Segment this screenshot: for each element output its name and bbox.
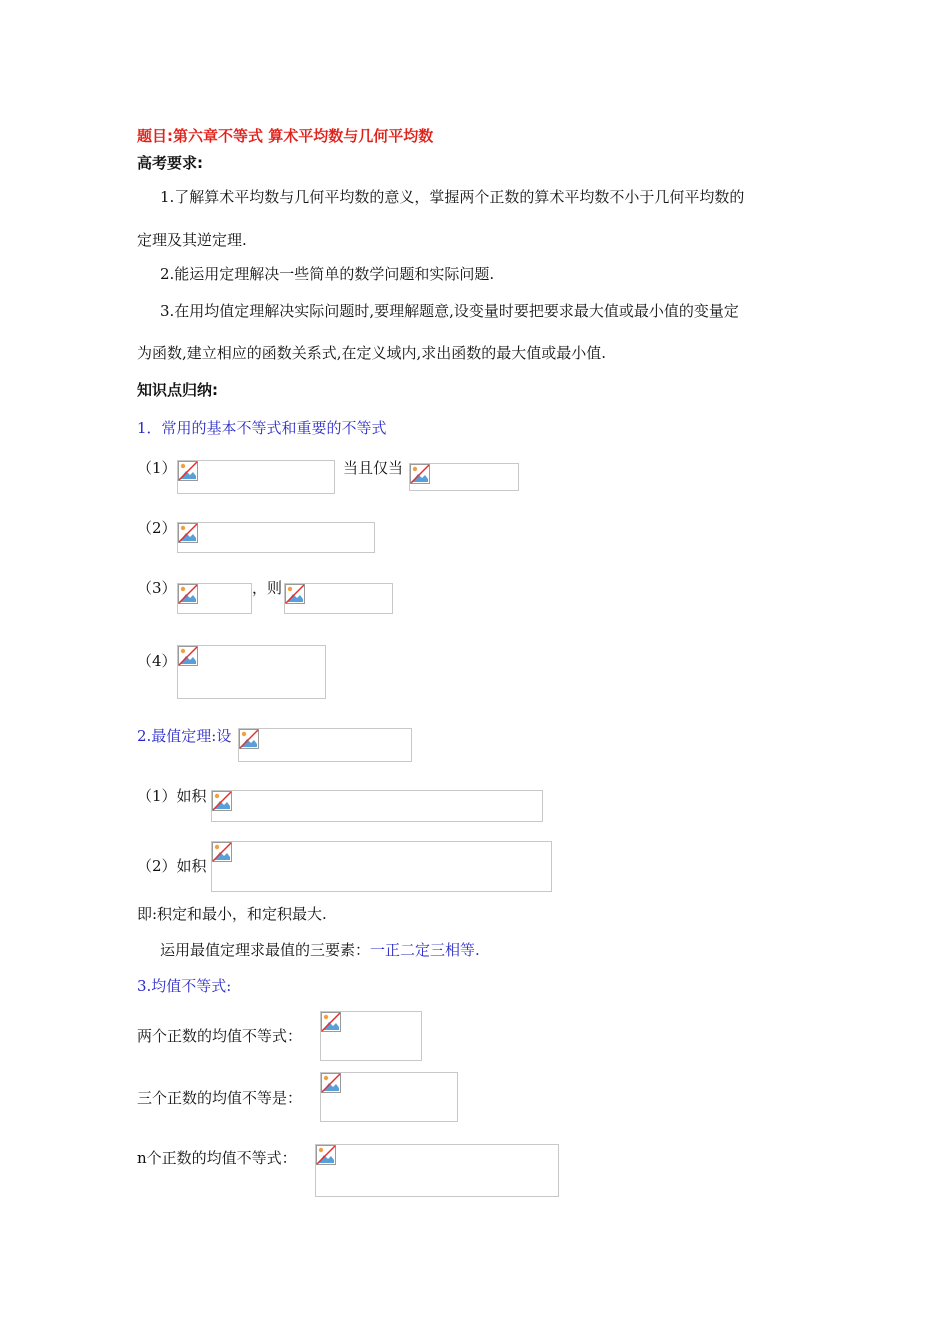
item-3-label: （3） [137,579,177,597]
n-mean-label: n个正数的均值不等式： [137,1149,297,1167]
section-2-conclusion: 即:积定和最小，和定积最大. [137,905,327,923]
broken-image-icon [178,523,198,543]
item-1-condition: 当且仅当 [343,459,404,477]
requirement-2: 2.能运用定理解决一些简单的数学问题和实际问题. [160,265,495,283]
requirements-heading: 高考要求: [137,154,203,172]
requirement-1-cont: 定理及其逆定理. [137,231,247,249]
section-1-heading: 1．常用的基本不等式和重要的不等式 [137,419,387,437]
broken-image-icon [321,1073,341,1093]
broken-image-icon [410,464,430,484]
section-2-item-1: （1）如积 [137,787,207,805]
broken-image-icon [239,729,259,749]
section-2-item-2: （2）如积 [137,857,207,875]
formula-image [177,460,335,494]
knowledge-heading: 知识点归纳: [137,381,218,399]
item-2-label: （2） [137,519,177,537]
formula-image [315,1144,559,1197]
formula-image [238,728,412,762]
item-4-label: （4） [137,652,177,670]
broken-image-icon [321,1012,341,1032]
section-2-heading: 2.最值定理:设 [137,727,232,745]
two-mean-label: 两个正数的均值不等式： [137,1027,303,1045]
broken-image-icon [212,791,232,811]
three-elements: 一正二定三相等. [370,941,480,959]
document-title: 题目:第六章不等式 算术平均数与几何平均数 [137,127,434,145]
formula-image [320,1072,458,1122]
three-elements-line [160,943,480,958]
item-1-label: （1） [137,459,177,477]
formula-image [409,463,519,491]
broken-image-icon [178,584,198,604]
broken-image-icon [285,584,305,604]
requirement-1: 1.了解算术平均数与几何平均数的意义，掌握两个正数的算术平均数不小于几何平均数的 [160,188,745,206]
three-elements-prefix: 运用最值定理求最值的三要素： [160,941,371,959]
broken-image-icon [178,461,198,481]
formula-image [177,645,326,699]
three-mean-label: 三个正数的均值不等是： [137,1089,303,1107]
broken-image-icon [178,646,198,666]
formula-image [211,841,552,892]
formula-image [177,522,375,553]
formula-image [211,790,543,822]
formula-image [284,583,393,614]
broken-image-icon [212,842,232,862]
formula-image [177,583,252,614]
broken-image-icon [316,1145,336,1165]
section-3-heading: 3.均值不等式: [137,977,232,995]
requirement-3: 3.在用均值定理解决实际问题时,要理解题意,设变量时要把要求最大值或最小值的变量定 [160,302,739,320]
formula-image [320,1011,422,1061]
item-3-then: ，则 [252,579,283,597]
requirement-3-cont: 为函数,建立相应的函数关系式,在定义域内,求出函数的最大值或最小值. [137,344,607,362]
